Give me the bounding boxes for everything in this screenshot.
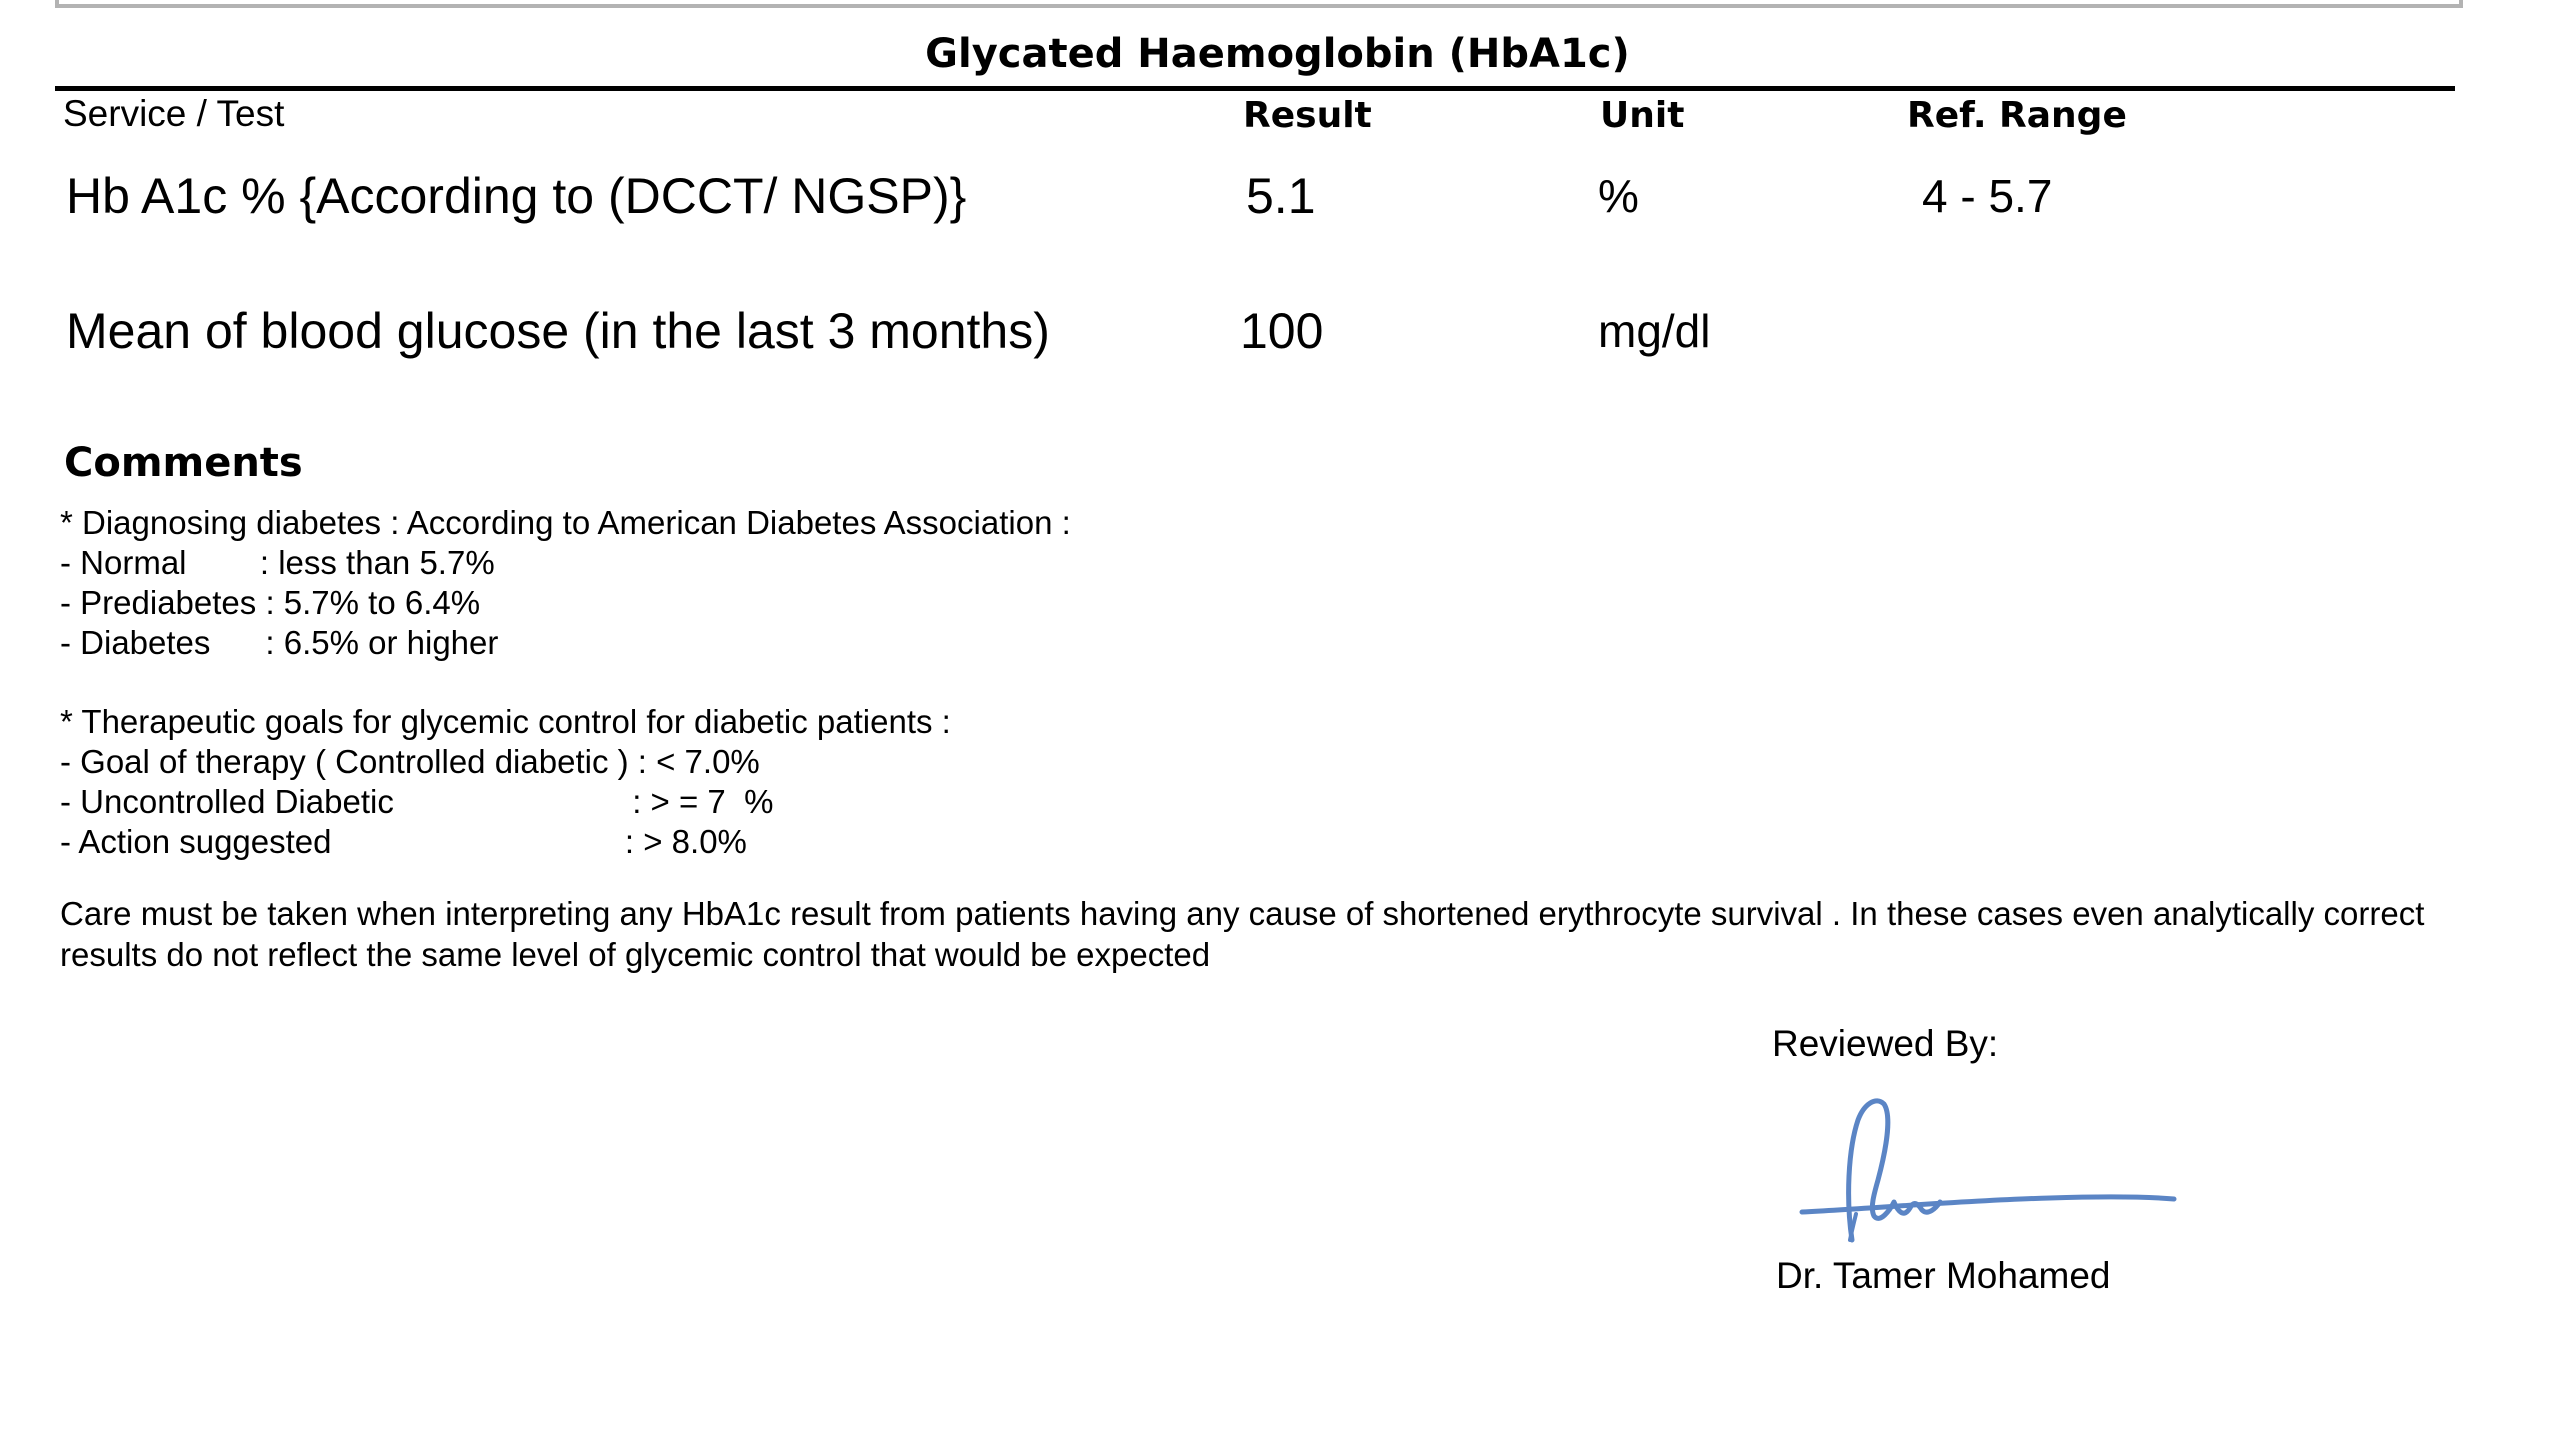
signature-image bbox=[1790, 1090, 2190, 1255]
test-result: 5.1 bbox=[1246, 168, 1316, 224]
test-unit: % bbox=[1598, 170, 1639, 222]
report-title: Glycated Haemoglobin (HbA1c) bbox=[925, 31, 1630, 77]
comment-line: * Diagnosing diabetes : According to American Diabetes Association : bbox=[60, 504, 1071, 541]
column-header-ref-range: Ref. Range bbox=[1907, 95, 2127, 136]
comment-line: - Action suggested : > 8.0% bbox=[60, 823, 747, 860]
page-frame-border bbox=[55, 0, 2463, 8]
test-result: 100 bbox=[1240, 303, 1324, 359]
column-header-unit: Unit bbox=[1600, 95, 1685, 136]
header-divider bbox=[55, 86, 2455, 91]
comment-line: - Diabetes : 6.5% or higher bbox=[60, 624, 499, 661]
column-header-result: Result bbox=[1243, 95, 1372, 136]
test-ref-range: 4 - 5.7 bbox=[1922, 170, 2053, 222]
comment-line: - Prediabetes : 5.7% to 6.4% bbox=[60, 584, 481, 621]
reviewed-by-label: Reviewed By: bbox=[1772, 1023, 1999, 1064]
test-name: Hb A1c % {According to (DCCT/ NGSP)} bbox=[66, 168, 967, 224]
comment-line: - Normal : less than 5.7% bbox=[60, 544, 495, 581]
reviewer-name: Dr. Tamer Mohamed bbox=[1776, 1255, 2111, 1296]
comment-line: * Therapeutic goals for glycemic control for diabetic patients : bbox=[60, 703, 951, 740]
comments-heading: Comments bbox=[64, 440, 303, 486]
interpretation-caution: Care must be taken when interpreting any HbA1c result from patients having any cause of shortened erythrocyte survival . In these cases even analytically correct results do not reflect the same level of glycemic control that would be expected bbox=[60, 895, 2425, 973]
comment-line: - Goal of therapy ( Controlled diabetic ) : < 7.0% bbox=[60, 743, 760, 780]
comment-line: - Uncontrolled Diabetic : > = 7 % bbox=[60, 783, 774, 820]
test-name: Mean of blood glucose (in the last 3 months) bbox=[66, 303, 1050, 359]
column-header-service: Service / Test bbox=[63, 93, 285, 134]
test-unit: mg/dl bbox=[1598, 305, 1711, 357]
